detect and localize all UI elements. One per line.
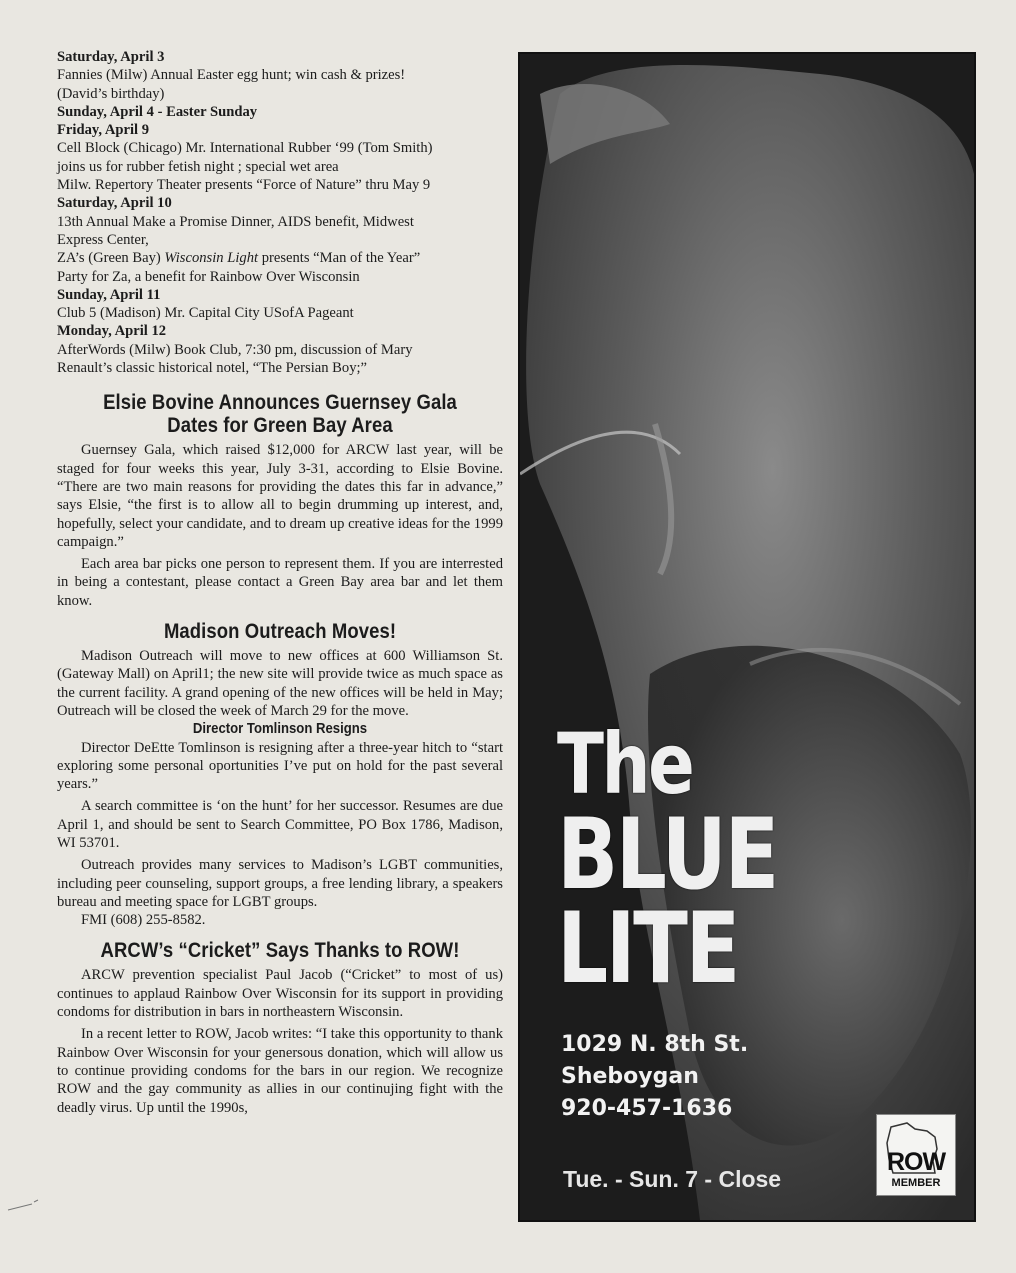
ad-title-lite: LITE: [557, 892, 738, 1006]
pencil-mark-icon: [6, 1196, 46, 1216]
article-cricket-thanks: [57, 939, 503, 1116]
event-line: Express Center,: [57, 231, 149, 248]
event-date: Saturday, April 10: [57, 195, 172, 212]
blue-lite-advertisement: [518, 52, 976, 1222]
event-date: Friday, April 9: [57, 122, 150, 139]
za-prefix: ZA’s (Green Bay): [57, 250, 165, 267]
article-paragraph: A search committee is ‘on the hunt’ for her successor. Resumes are due April 1, and should be sent to Search Committee, PO Box 1786, Madison, WI 53701.: [57, 798, 503, 851]
article-headline: [88, 391, 472, 437]
row-member-badge: [876, 1114, 956, 1196]
article-paragraph: Each area bar picks one person to represent them. If you are interrested in being a contestant, please contact a Green Bay area bar and let them know.: [57, 556, 503, 609]
ad-address: 1029 N. 8th St.: [561, 1032, 749, 1057]
headline-line: Dates for Green Bay Area: [167, 413, 393, 438]
article-paragraph: Guernsey Gala, which raised $12,000 for ARCW last year, will be staged for four weeks this year, July 3-31, according to Elsie Bovine. “There are two main reasons for providing the dates this far in advance,” says Elsie, “the first is to allow all to begin drumming up interest, and, hopefully, select your candidate, and to dream up creative ideas for the 1999 campaign.”: [57, 442, 503, 550]
ad-title-the: The: [557, 715, 693, 813]
row-logo-text: ROW: [886, 1148, 946, 1176]
event-line: 13th Annual Make a Promise Dinner, AIDS benefit, Midwest: [57, 213, 414, 230]
event-calendar: [57, 48, 503, 377]
article-paragraph: Director DeEtte Tomlinson is resigning after a three-year hitch to “start exploring some personal oportunities I’ve put on hold for the past several years.”: [57, 739, 503, 793]
left-column: [57, 48, 503, 1117]
za-italic: Wisconsin Light: [164, 250, 259, 267]
ad-phone: 920-457-1636: [561, 1096, 733, 1121]
event-line: Cell Block (Chicago) Mr. International Rubber ‘99 (Tom Smith): [57, 140, 433, 157]
ad-hours: Tue. - Sun. 7 - Close: [563, 1166, 782, 1192]
event-date: Saturday, April 3: [57, 49, 165, 65]
row-member-text: MEMBER: [891, 1177, 941, 1189]
article-paragraph: In a recent letter to ROW, Jacob writes: “I take this opportunity to thank Rainbow Over Wisconsin for your genersous donation, which will allow us to continue providing condoms for the bars in our region. We recognize ROW and the gay community as allies in our continujing fight with the deadly virus. Up until the 1990s,: [57, 1026, 503, 1116]
article-headline: Madison Outreach Moves!: [163, 619, 397, 644]
article-paragraph: FMI (608) 255-8582.: [81, 912, 206, 929]
event-line: Party for Za, a benefit for Rainbow Over Wisconsin: [57, 268, 360, 285]
article-paragraph: Madison Outreach will move to new offices at 600 Williamson St. (Gateway Mall) on April1; the new site will provide twice as much space as the current facility. A grand opening of the new offices will be held in May; Outreach will be closed the week of March 29 for the move.: [57, 648, 503, 719]
event-date: Sunday, April 4 - Easter Sunday: [57, 103, 258, 120]
event-line: Milw. Repertory Theater presents “Force of Nature” thru May 9: [57, 177, 431, 194]
article-madison-outreach: [57, 620, 503, 929]
article-headline: ARCW’s “Cricket” Says Thanks to ROW!: [100, 938, 460, 963]
ad-title-blue: BLUE: [557, 798, 777, 912]
event-line: Renault’s classic historical notel, “The Persian Boy;”: [57, 360, 368, 377]
event-date: Sunday, April 11: [57, 286, 161, 303]
article-paragraph: ARCW prevention specialist Paul Jacob (“Cricket” to most of us) continues to applaud Rainbow Over Wisconsin for its support in providing condoms for distribution in bars in northeastern Wisconsin.: [57, 967, 503, 1021]
ad-city: Sheboygan: [561, 1064, 699, 1089]
event-date: Monday, April 12: [57, 323, 167, 340]
za-suffix: presents “Man of the Year”: [258, 250, 421, 267]
event-line: (David’s birthday): [57, 85, 165, 102]
event-line: Fannies (Milw) Annual Easter egg hunt; win cash & prizes!: [57, 67, 406, 84]
event-line-za: [57, 249, 503, 267]
event-line: AfterWords (Milw) Book Club, 7:30 pm, discussion of Mary: [57, 341, 413, 358]
article-guernsey-gala: [57, 391, 503, 610]
article-subhead: Director Tomlinson Resigns: [192, 721, 368, 738]
event-line: joins us for rubber fetish night ; special wet area: [57, 158, 339, 175]
article-paragraph: Outreach provides many services to Madison’s LGBT communities, including peer counseling, support groups, a free lending library, a speakers bureau and meeting space for LGBT groups.: [57, 857, 503, 910]
event-line: Club 5 (Madison) Mr. Capital City USofA Pageant: [57, 305, 354, 322]
headline-line: Elsie Bovine Announces Guernsey Gala: [103, 390, 457, 415]
